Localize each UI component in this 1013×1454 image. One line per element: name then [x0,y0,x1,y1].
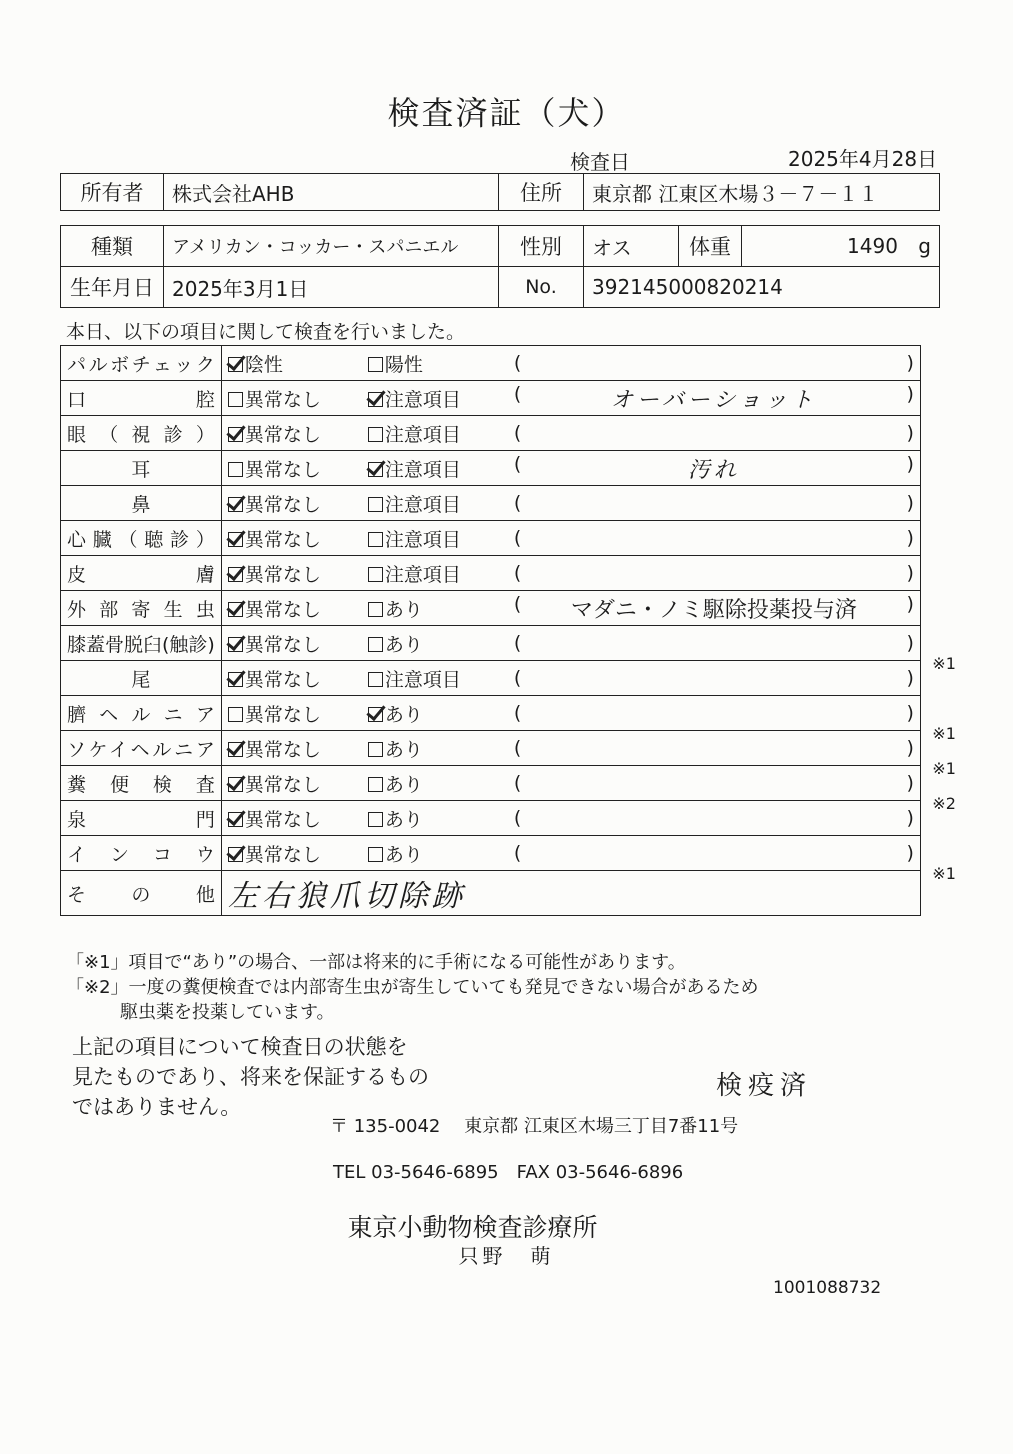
checkbox-icon[interactable] [368,602,383,617]
checkbox-icon[interactable] [368,532,383,547]
option-2-label: 注意項目 [384,458,461,481]
option-2-label: あり [384,773,423,796]
exam-row [61,346,921,381]
exam-item-label: 口腔 [61,381,222,416]
exam-row [61,486,921,521]
address-label: 住所 [499,174,584,211]
option-2-label: あり [384,703,423,726]
disclaimer-line: 上記の項目について検査日の状態を [72,1035,408,1059]
exam-options [221,836,508,871]
sex-value: オス [584,226,679,267]
exam-note: マダニ・ノミ駆除投薬投与済 [570,597,857,623]
exam-row [61,416,921,451]
checkbox-icon[interactable] [228,357,243,372]
option-1[interactable] [228,630,362,657]
option-1-label: 異常なし [244,668,321,691]
other-label: その他 [61,871,222,916]
exam-table [60,345,956,916]
exam-item-label: 眼（視診） [61,416,222,451]
option-2-label: 注意項目 [384,423,461,446]
footnote-mark: ※1 [932,654,956,673]
checkbox-icon[interactable] [368,567,383,582]
option-2-label: あり [384,843,423,866]
checkbox-icon[interactable] [368,462,383,477]
exam-row [61,556,921,591]
option-2[interactable] [368,525,502,552]
exam-note-cell: ( 汚れ ) [508,451,921,486]
option-1-label: 異常なし [244,423,321,446]
dob-label: 生年月日 [61,267,164,308]
option-2[interactable] [368,630,502,657]
exam-note-cell: ( ) [508,416,921,451]
checkbox-icon[interactable] [228,812,243,827]
option-1[interactable] [228,420,362,447]
exam-row [61,696,921,731]
note-1: 「※1」項目で“あり”の場合、一部は将来的に手術になる可能性があります。 [66,952,686,973]
exam-note-cell: ( ) [508,346,921,381]
exam-note [521,702,906,724]
serial-number: 1001088732 [773,1278,882,1298]
option-2-label: 注意項目 [384,528,461,551]
option-1[interactable] [228,735,362,762]
option-1[interactable] [228,490,362,517]
option-2[interactable] [368,770,502,797]
exam-date: 2025年4月28日 [788,147,938,171]
checkbox-icon[interactable] [368,777,383,792]
option-2[interactable] [368,455,502,482]
exam-options [221,451,508,486]
option-1[interactable] [228,560,362,587]
option-2[interactable] [368,560,502,587]
option-2-label: あり [384,598,423,621]
doctor-name: 只野 萌 [458,1244,555,1268]
exam-note-cell: ( ) [508,486,921,521]
exam-item-label: 鼻 [61,486,222,521]
exam-note [521,772,906,794]
exam-row [61,451,921,486]
exam-item-label: 泉門 [61,801,222,836]
breed-value: アメリカン・コッカー・スパニエル [164,226,499,267]
option-1-label: 異常なし [244,808,321,831]
exam-row [61,381,921,416]
option-1[interactable] [228,350,362,377]
option-1-label: 異常なし [244,458,321,481]
checkbox-icon[interactable] [368,707,383,722]
checkbox-icon[interactable] [368,497,383,512]
option-1[interactable] [228,840,362,867]
option-1-label: 異常なし [244,563,321,586]
checkbox-icon[interactable] [368,847,383,862]
exam-note [521,527,906,549]
exam-options [221,416,508,451]
option-2-label: 陽性 [384,353,423,376]
exam-item-label: 尾 [61,661,222,696]
disclaimer-line: ではありません。 [72,1095,242,1119]
breed-label: 種類 [61,226,164,267]
option-2-label: あり [384,808,423,831]
option-2[interactable] [368,385,502,412]
exam-note [521,842,906,864]
owner-table [60,173,940,211]
exam-item-label: 臍ヘルニア [61,696,222,731]
no-label: No. [499,267,584,308]
weight-cell [742,226,940,267]
option-1[interactable] [228,805,362,832]
option-1-label: 異常なし [244,738,321,761]
option-1-label: 異常なし [244,493,321,516]
option-1[interactable] [228,700,362,727]
dob-value: 2025年3月1日 [164,267,499,308]
footnote-mark: ※1 [932,759,956,778]
animal-table [60,225,940,308]
exam-note [521,492,906,514]
option-1-label: 異常なし [244,633,321,656]
exam-options [221,381,508,416]
checkbox-icon[interactable] [228,497,243,512]
option-2[interactable] [368,840,502,867]
exam-note-cell: ( ) [508,661,921,696]
checkbox-icon[interactable] [228,742,243,757]
exam-item-label: 心臓（聴診） [61,521,222,556]
checkbox-icon[interactable] [228,637,243,652]
exam-options [221,486,508,521]
checkbox-icon[interactable] [228,672,243,687]
option-1-label: 異常なし [244,843,321,866]
exam-options [221,346,508,381]
checkbox-icon[interactable] [228,462,243,477]
exam-options [221,731,508,766]
exam-note: 汚れ [687,457,740,483]
exam-row [61,801,921,836]
option-1[interactable] [228,665,362,692]
option-1-label: 異常なし [244,598,321,621]
exam-row [61,731,921,766]
exam-options [221,556,508,591]
footnote-mark: ※1 [932,864,956,883]
clinic-address: 〒 135-0042 東京都 江東区木場三丁目7番11号 [330,1116,739,1137]
option-1[interactable] [228,595,362,622]
exam-row [61,591,921,626]
other-value-cell [221,871,920,916]
option-2-label: 注意項目 [384,563,461,586]
exam-note-cell: ( オーバーショット ) [508,381,921,416]
option-2-label: 注意項目 [384,668,461,691]
exam-row [61,836,921,871]
weight-value: 1490 [847,234,898,258]
option-1[interactable] [228,770,362,797]
footnote-mark: ※1 [932,724,956,743]
address-value: 東京都 江東区木場３－７－１１ [584,174,940,211]
exam-item-label: 膝蓋骨脱臼(触診) [61,626,222,661]
exam-item-label: 耳 [61,451,222,486]
clinic-name: 東京小動物検査診療所 [347,1213,598,1242]
exam-options [221,521,508,556]
intro-text: 本日、以下の項目に関して検査を行いました。 [66,321,466,343]
option-1-label: 異常なし [244,528,321,551]
exam-note-cell: ( ) ※1 [508,836,921,871]
exam-item-label: ソケイヘルニア [61,731,222,766]
option-2-label: あり [384,633,423,656]
exam-note-cell: ( ) [508,556,921,591]
disclaimer-line: 見たものであり、将来を保証するもの [72,1065,429,1089]
exam-note-cell: ( ) ※1 [508,731,921,766]
checkbox-icon[interactable] [368,637,383,652]
exam-note [521,632,906,654]
clinic-phone: TEL 03-5646-6895 FAX 03-5646-6896 [333,1162,684,1183]
exam-options [221,626,508,661]
footnote-mark: ※2 [932,794,956,813]
checkbox-icon[interactable] [228,602,243,617]
exam-note-cell: ( ) ※1 [508,696,921,731]
exam-note-cell: ( ) ※1 [508,626,921,661]
checkbox-icon[interactable] [228,567,243,582]
option-1[interactable] [228,525,362,552]
option-2[interactable] [368,350,502,377]
exam-options [221,591,508,626]
option-1-label: 異常なし [244,703,321,726]
option-2[interactable] [368,420,502,447]
exam-note-cell: ( ) [508,521,921,556]
exam-options [221,801,508,836]
other-value: 左右狼爪切除跡 [227,879,466,914]
option-1-label: 陰性 [244,353,283,376]
exam-note [521,422,906,444]
checkbox-icon[interactable] [228,777,243,792]
exam-item-label: 糞便検査 [61,766,222,801]
checkbox-icon[interactable] [228,847,243,862]
exam-row-other [61,871,921,916]
exam-options [221,661,508,696]
option-2[interactable] [368,700,502,727]
option-1[interactable] [228,455,362,482]
exam-note: オーバーショット [610,387,817,413]
no-value: 392145000820214 [584,267,940,308]
exam-row [61,626,921,661]
exam-item-label: 外部寄生虫 [61,591,222,626]
checkbox-icon[interactable] [368,392,383,407]
checkbox-icon[interactable] [368,357,383,372]
exam-note [521,807,906,829]
weight-label: 体重 [679,226,742,267]
checkbox-icon[interactable] [368,427,383,442]
disclaimer [72,1032,429,1122]
checkbox-icon[interactable] [228,532,243,547]
exam-options [221,766,508,801]
option-2[interactable] [368,595,502,622]
exam-note [521,737,906,759]
owner-value: 株式会社AHB [164,174,499,211]
quarantine-stamp: 検疫済 [716,1071,813,1101]
checkbox-icon[interactable] [368,812,383,827]
option-2-label: 注意項目 [384,493,461,516]
exam-item-label: インコウ [61,836,222,871]
checkbox-icon[interactable] [228,427,243,442]
exam-options [221,696,508,731]
note-2: 「※2」一度の糞便検査では内部寄生虫が寄生していても発見できない場合があるため [66,977,759,998]
exam-note-cell: ( ) [508,801,921,836]
exam-note-cell: ( ) ※2 [508,766,921,801]
weight-unit: g [918,234,931,258]
exam-note [521,562,906,584]
sex-label: 性別 [499,226,584,267]
document-title: 検査済証（犬） [387,94,626,132]
owner-label: 所有者 [61,174,164,211]
option-2[interactable] [368,490,502,517]
checkbox-icon[interactable] [228,392,243,407]
option-2[interactable] [368,805,502,832]
checkbox-icon[interactable] [228,707,243,722]
option-2[interactable] [368,735,502,762]
exam-row [61,766,921,801]
exam-date-label: 検査日 [570,150,630,174]
option-2[interactable] [368,665,502,692]
notes [66,950,759,1025]
exam-note [521,667,906,689]
exam-note-cell: ( マダニ・ノミ駆除投薬投与済 ) [508,591,921,626]
option-1[interactable] [228,385,362,412]
exam-row [61,521,921,556]
exam-note [521,352,906,374]
exam-item-label: パルボチェック [61,346,222,381]
exam-item-label: 皮膚 [61,556,222,591]
option-2-label: 注意項目 [384,388,461,411]
note-2-cont: 駆虫薬を投薬しています。 [120,1002,335,1023]
option-1-label: 異常なし [244,388,321,411]
checkbox-icon[interactable] [368,672,383,687]
checkbox-icon[interactable] [368,742,383,757]
option-2-label: あり [384,738,423,761]
exam-row [61,661,921,696]
option-1-label: 異常なし [244,773,321,796]
